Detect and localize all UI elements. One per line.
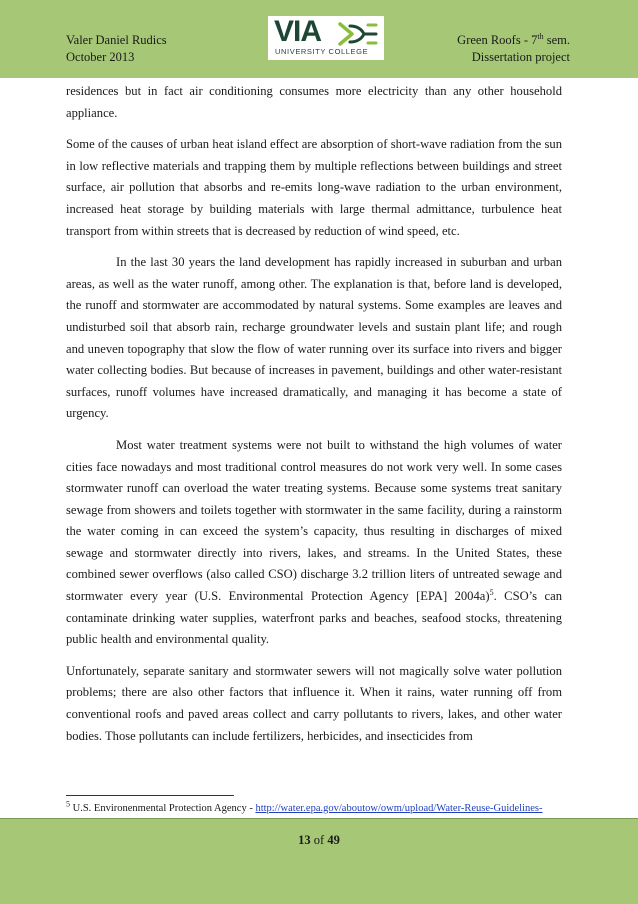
header-subtitle: Dissertation project bbox=[471, 50, 570, 64]
paragraph-4 bbox=[66, 435, 562, 651]
total-pages: 49 bbox=[327, 833, 340, 847]
footnote-ref[interactable]: 5 bbox=[489, 587, 494, 597]
logo-mark-icon bbox=[338, 20, 378, 48]
paragraph-4-text-cont: . CSO’s can contaminate drinking water supplies, waterfront parks and beaches, seafood stocks, threatening public health and environmental quality. bbox=[66, 589, 563, 647]
current-page: 13 bbox=[298, 833, 311, 847]
page-of: of bbox=[310, 833, 328, 847]
document-body bbox=[66, 81, 562, 757]
paragraph-3: In the last 30 years the land development has rapidly increased in suburban and urban areas, as well as the water runoff, among other. The explanation is that, before land is developed, the runoff and stormwater are accommodated by natural systems. Some examples are leaves and undisturbed soil that absorb rain, recharge groundwater levels and sustain plant life; and rough and uneven topography that slow the flow of water running over its surface into rivers and bigger water collecting bodies. But because of increases in pavement, buildings and other water-resistant surfaces, runoff volumes have increased dramatically, and managing it has become a state of urgency. bbox=[66, 255, 562, 421]
paragraph-2: Some of the causes of urban heat island effect are absorption of short-wave radiation from the sun in low reflective materials and trapping them by multiple reflections between buildings and street surface, air pollution that absorbs and re-emits long-wave radiation to the urban environment, increased heat storage by building materials with large thermal admittance, turbulence heat transport from within streets that is decreased by reduction of wind speed, etc. bbox=[66, 137, 562, 238]
page-footer bbox=[0, 818, 638, 904]
via-university-college-logo bbox=[268, 16, 384, 60]
header-title-suffix: sem. bbox=[543, 33, 570, 47]
logo-subtext: UNIVERSITY COLLEGE bbox=[275, 47, 369, 56]
header-title bbox=[457, 32, 570, 49]
header-date: October 2013 bbox=[66, 50, 135, 64]
header-title-sup: th bbox=[537, 31, 544, 41]
footnote-link[interactable]: http://water.epa.gov/aboutow/owm/upload/Water-Reuse-Guidelines- bbox=[255, 803, 543, 814]
footnote-divider bbox=[66, 795, 234, 796]
paragraph-5: Unfortunately, separate sanitary and stormwater sewers will not magically solve water pollution problems; there are also other factors that influence it. When it rains, water running off from conventional roofs and paved areas collect and carry pollutants to rivers, lakes, and other water bodies. Those pollutants can include fertilizers, herbicides, and insecticides from bbox=[66, 663, 562, 743]
header-title-text: Green Roofs - 7 bbox=[457, 33, 538, 47]
footnote-text: U.S. Environenmental Protection Agency - bbox=[70, 803, 256, 814]
page-number bbox=[0, 833, 638, 848]
footnote-number: 5 bbox=[66, 799, 70, 809]
page-header bbox=[0, 0, 638, 78]
paragraph-4-text: Most water treatment systems were not built to withstand the high volumes of water cities face nowadays and most traditional control measures do not work very well. In some cases stormwater runoff can overload the water treating systems. Because some systems treat sanitary sewage from showers and toilets together with stormwater in the same facility, during a rainstorm the water coming in can exceed the system’s capacity, thus resulting in discharges of mixed sewage and stormwater directly into rivers, lakes, and streams. In the United States, these combined sewer overflows (also called CSO) discharge 3.2 trillion liters of untreated sewage and stormwater every year (U.S. Environmental Protection Agency [EPA] 2004a) bbox=[66, 437, 562, 604]
header-author: Valer Daniel Rudics bbox=[66, 33, 167, 47]
logo-wordmark: VIA bbox=[274, 15, 322, 48]
paragraph-1: residences but in fact air conditioning consumes more electricity than any other household appliance. bbox=[66, 84, 562, 120]
